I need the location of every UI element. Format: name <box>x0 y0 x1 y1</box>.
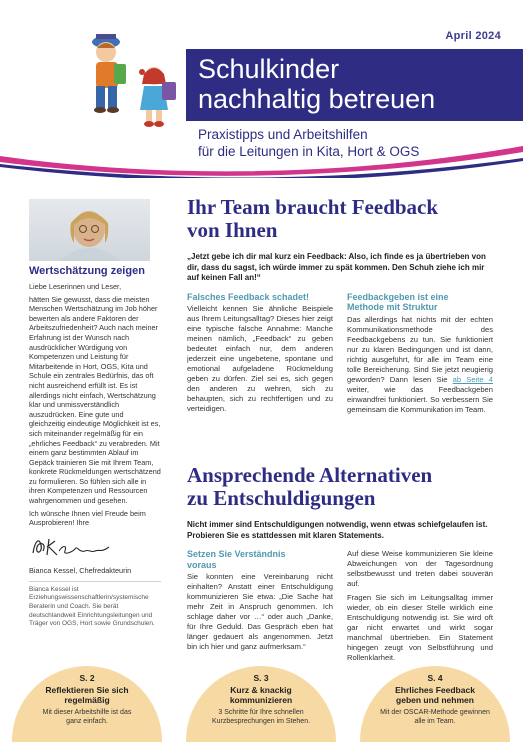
handwritten-signature <box>29 533 119 559</box>
article-1-columns <box>187 292 493 415</box>
teaser-description-line-2: alle im Team. <box>414 718 456 725</box>
children-illustration <box>66 14 192 136</box>
masthead <box>0 0 523 180</box>
teaser-title-line-1: Reflektieren Sie sich <box>45 685 129 695</box>
teaser-page-3[interactable] <box>176 656 346 742</box>
teaser-title-line-2: regelmäßig <box>64 695 110 705</box>
article-1-col2-text-a: Das allerdings hat nichts mit der echten Kommunikationsmethode des Feedbackgebens zu tun. Sie funktioniert nur zu klaren Bedingungen und ist dann, richtig ausgeführt, für alle im Team eine tolle Bereicherung. Sind Sie jetzt neugierig geworden? Dann lesen Sie <box>347 314 493 384</box>
title-line-2: nachhaltig betreuen <box>198 84 436 114</box>
teaser-description-line-2: Kurzbesprechungen im Stehen. <box>211 718 311 725</box>
article-1-col2-text <box>347 315 493 415</box>
title-banner <box>186 49 523 121</box>
article-2-column-right <box>347 549 493 663</box>
teaser-content <box>350 673 520 726</box>
editorial-text <box>29 282 161 528</box>
article-2-col1-text: Sie konnten eine Vereinbarung nicht einhalten? Anstatt einer Entschuldigung kommunizieren Sie etwa: „Die Sache hat mehr Zeit in Anspruch genommen. Ich schlage daher vor …“ oder auch „Danke, für Ihre Geduld. Das Gespräch eben hat länger gedauert als angenommen. Jetzt bin ich hier und ganz aufmerksam.“ <box>187 572 333 651</box>
article-2-col1-heading <box>187 549 333 570</box>
editorial-author: Bianca Kessel, Chefredakteurin <box>29 565 132 575</box>
editorial-column <box>29 199 161 629</box>
subtitle <box>198 126 419 160</box>
teaser-description-line-2: ganz einfach. <box>66 718 108 725</box>
article-1-title-line-2: von Ihnen <box>187 218 278 242</box>
article-2-title <box>187 464 493 510</box>
article-1-lead: „Jetzt gebe ich dir mal kurz ein Feedback: Also, ich finde es ja übertrieben von dir, dass du sagst, ich würde immer zu spät kommen. Den Schuh ziehe ich mir auf keinen Fall an!“ <box>187 252 486 282</box>
article-1-column-left <box>187 292 333 415</box>
portrait-icon <box>29 199 150 261</box>
teaser-strip <box>0 656 523 742</box>
article-2-title-line-2: zu Entschuldigungen <box>187 486 376 510</box>
teaser-title-line-2: kommunizieren <box>229 695 293 705</box>
subtitle-line-1: Praxistipps und Arbeitshilfen <box>198 127 368 142</box>
article-2-column-left <box>187 549 333 663</box>
editorial-greeting: Liebe Leserinnen und Leser, <box>29 282 122 291</box>
author-photo <box>29 199 150 261</box>
article-1-col1-heading: Falsches Feedback schadet! <box>187 291 310 302</box>
article-1-col1-text: Vielleicht kennen Sie ähnliche Beispiele aus Ihrem Leitungsalltag? Dieses hier zeigt eine typische falsche Annahme: Manche meinen nämlich, „Feedback“ zu geben bedeutet einfach nur, dem anderen jederzeit eine ungebetene, spontane und emotional aufgeladene Rückmeldung geben zu dürfen. Ziel sei es, sich gegen den anderen zu wehren, sich zu behaupten, sich zu rechtfertigen und zu verteidigen. <box>187 304 333 413</box>
teaser-content <box>176 673 346 726</box>
teaser-title-line-2: geben und nehmen <box>396 695 474 705</box>
article-1-title-line-1: Ihr Team braucht Feedback <box>187 195 439 219</box>
article-1-col2-heading-line-2: Methode mit Struktur <box>347 302 438 312</box>
teaser-title-line-1: Ehrliches Feedback <box>395 685 475 695</box>
article-2-col1-heading-line-2: voraus <box>187 559 217 570</box>
teaser-content <box>2 673 172 726</box>
article-1-title <box>187 196 493 242</box>
article-2-col2-paragraph-2: Fragen Sie sich im Leitungsalltag immer wieder, ob ein dieser Stelle wirklich eine Entschuldigung notwendig ist. Sie wird oft gar nicht erwartet und wirkt sogar manchmal übertrieben. Ein Statement hingegen zeugt von Selbstführung und Rollenklarheit. <box>347 593 493 662</box>
teaser-page-number: S. 4 <box>427 673 443 683</box>
article-feedback <box>187 196 493 415</box>
title-line-1: Schulkinder <box>198 54 340 84</box>
page-4-link[interactable]: ab Seite 4 <box>452 374 493 384</box>
article-1-col2-heading <box>347 292 493 313</box>
teaser-description-line-1: 3 Schritte für Ihre schnellen <box>218 709 304 716</box>
editorial-closing: Ich wünsche Ihnen viel Freude beim Ausprobieren! Ihre <box>29 508 146 528</box>
editorial-paragraph: hätten Sie gewusst, dass die meisten Menschen Wertschätzung im Job höher bewerten als andere Faktoren der Arbeitszufriedenheit? Auch nach meiner Erfahrung ist der Wunsch nach ausdrücklicher Würdigung von Kompetenzen und Leistung für Mitarbeitende in Hort, OGS, Kita und Schule ein zentrales Bedürfnis, das oft nicht ausreichend erfüllt ist. Es ist allerdings nicht einfach, Wertschätzung klar und unmissverständlich auszudrücken. Eine gute und gleichzeitig eindeutige Möglichkeit ist es, sich miteinander regelmäßig für ein „ehrliches Feedback“ zu verabreden. Mit einem ganz bestimmten Ablauf im Gepäck trainieren Sie mit Ihrem Team, konkrete Rückmeldungen wertschätzend zu formulieren. So fühlen sich alle in ihren Kompetenzen und Ressourcen wahrgenommen und gesehen. <box>29 294 161 506</box>
issue-date: April 2024 <box>445 30 501 42</box>
article-1-col2-text-b: weiter, wie das Feedbackgeben einwandfrei funktioniert. So verbessern Sie gemeinsam die Kommunikation im Team. <box>347 384 493 414</box>
teaser-page-number: S. 3 <box>253 673 269 683</box>
teaser-page-number: S. 2 <box>79 673 95 683</box>
editorial-heading: Wertschätzung zeigen <box>29 265 145 277</box>
article-2-columns <box>187 549 493 663</box>
article-2-col1-heading-line-1: Setzen Sie Verständnis <box>187 549 286 559</box>
teaser-description-line-1: Mit dieser Arbeitshilfe ist das <box>42 709 132 716</box>
article-2-lead: Nicht immer sind Entschuldigungen notwendig, wenn etwas schiefgelaufen ist. Probieren Sie es stattdessen mit klaren Statements. <box>187 520 488 540</box>
teaser-description-line-1: Mit der OSCAR-Methode gewinnen <box>380 709 490 716</box>
teaser-page-4[interactable] <box>350 656 520 742</box>
article-alternatives <box>187 464 493 663</box>
author-bio: Bianca Kessel ist Erziehungswissenschaftlerin/systemische Beraterin und Coach. Sie berät deutschlandweit Einrichtungsleitungen und Träger von OGS, Hort sowie Grundschulen. <box>29 581 161 629</box>
article-2-title-line-1: Ansprechende Alternativen <box>187 463 433 487</box>
subtitle-line-2: für die Leitungen in Kita, Hort & OGS <box>198 144 420 159</box>
article-1-column-right <box>347 292 493 415</box>
article-1-col2-heading-line-1: Feedbackgeben ist eine <box>347 291 449 302</box>
article-2-col2-paragraph-1: Auf diese Weise kommunizieren Sie kleine Abweichungen von der Tagesordnung selbstbewusst und treten dabei souverän auf. <box>347 549 493 588</box>
teaser-page-2[interactable] <box>2 656 172 742</box>
teaser-title-line-1: Kurz & knackig <box>230 685 292 695</box>
